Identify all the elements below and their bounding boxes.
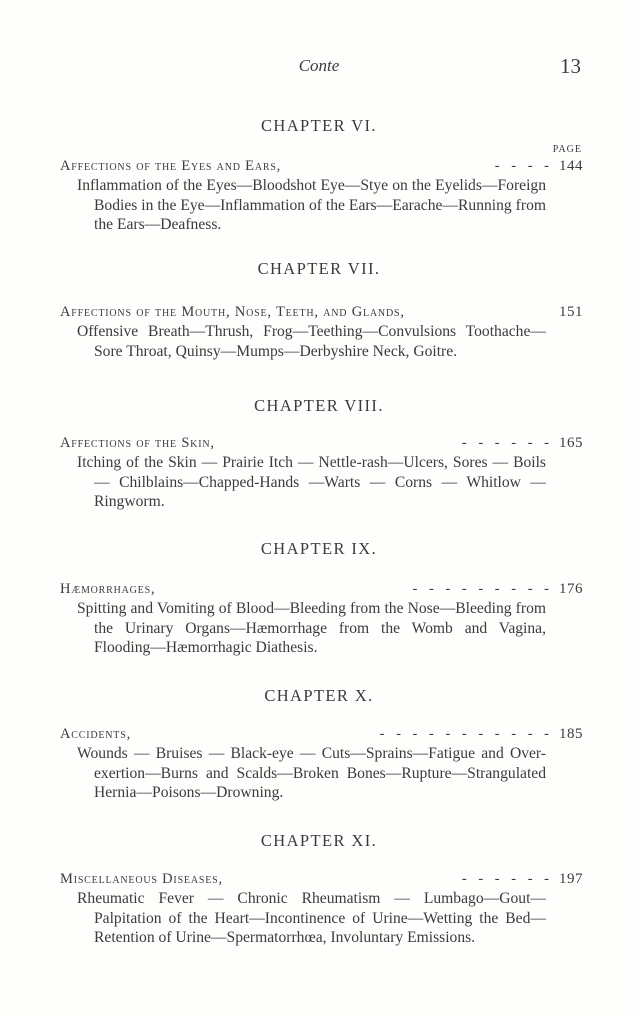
entry-page-number: 185 — [559, 726, 583, 742]
entry-title-text: Affections of the Skin, — [60, 435, 221, 451]
entry-contents: Itching of the Skin — Prairie Itch — Nettle-rash—Ulcers, Sores — Boils — Chilblains—Chapped-Hands —Warts — Corns — Whitlow —Ringworm. — [77, 454, 546, 511]
dot-leaders: - - - - - - - - - - - — [379, 726, 553, 742]
running-title: Conte — [298, 56, 340, 75]
entry-title-text: Accidents, — [60, 726, 137, 742]
chapter-heading: CHAPTER VII. — [257, 259, 381, 278]
entry-title-text: Affections of the Mouth, Nose, Teeth, and Glands, — [60, 304, 411, 320]
dot-leaders: - - - - — [494, 158, 553, 174]
chapter-heading: CHAPTER VI. — [261, 116, 377, 135]
chapter-entry-title — [60, 581, 583, 598]
chapter-heading: CHAPTER XI. — [260, 831, 378, 850]
entry-page-number: 144 — [559, 158, 583, 174]
entry-contents: Wounds — Bruises — Black-eye — Cuts—Sprains—Fatigue and Over-exertion—Burns and Scalds—Broken Bones—Rupture—Strangulated Hernia—Poisons—Drowning. — [77, 745, 546, 802]
entry-contents: Rheumatic Fever — Chronic Rheumatism — Lumbago—Gout—Palpitation of the Heart—Incontinence of Urine—Wetting the Bed—Retention of Urine—Spermatorrhœa, Involuntary Emissions. — [77, 890, 546, 947]
entry-contents: Offensive Breath—Thrush, Frog—Teething—Convulsions Toothache—Sore Throat, Quinsy—Mumps—Derbyshire Neck, Goitre. — [77, 323, 546, 360]
chapter-entry-title — [60, 726, 583, 743]
entry-title-text: Hæmorrhages, — [60, 581, 161, 597]
entry-page-number: 165 — [559, 435, 583, 451]
chapter-heading: CHAPTER X. — [264, 686, 374, 705]
chapter-entry-title — [60, 158, 583, 175]
entry-title-text: Miscellaneous Diseases, — [60, 871, 229, 887]
dot-leaders: - - - - - - — [461, 435, 553, 451]
entry-contents: Spitting and Vomiting of Blood—Bleeding from the Nose—Bleeding from the Urinary Organs—Hæmorrhage from the Womb and Vagina, Flooding—Hæmorrhagic Diathesis. — [77, 600, 546, 657]
entry-page-number: 151 — [559, 304, 583, 320]
entry-title-text: Affections of the Eyes and Ears, — [60, 158, 287, 174]
chapter-heading: CHAPTER IX. — [260, 539, 378, 558]
entry-page-number: 197 — [559, 871, 583, 887]
chapter-entry-title — [60, 871, 583, 888]
page-number: 13 — [560, 54, 581, 78]
dot-leaders: - - - - - - — [461, 871, 553, 887]
page-column-label: PAGE — [552, 144, 582, 155]
entry-contents: Inflammation of the Eyes—Bloodshot Eye—Stye on the Eyelids—Foreign Bodies in the Eye—Inflammation of the Ears—Earache—Running from the Ears—Deafness. — [77, 177, 546, 234]
entry-page-number: 176 — [559, 581, 583, 597]
chapter-entry-title — [60, 435, 583, 452]
dot-leaders: - - - - - - - - - — [412, 581, 553, 597]
chapter-heading: CHAPTER VIII. — [254, 396, 384, 415]
chapter-entry-title — [60, 304, 583, 321]
